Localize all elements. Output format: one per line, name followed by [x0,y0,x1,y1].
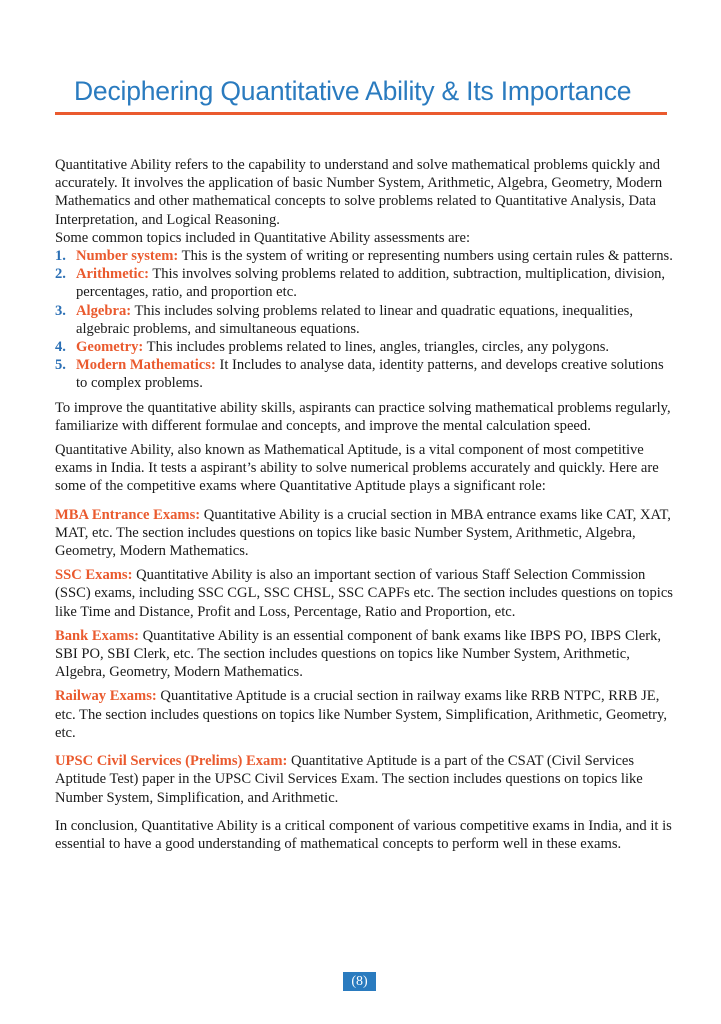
exam-text: Quantitative Ability is an essential component of bank exams like IBPS PO, IBPS Clerk, SBI PO, SBI Clerk, etc. The section includes questions on topics like Number System, Arithmetic, Algebra, Geometry, Modern Mathematics. [55,627,662,681]
exam-term: SSC Exams: [55,567,133,584]
topic-text: This includes solving problems related to linear and quadratic equations, inequalities, algebraic problems, and simultaneous equations. [76,302,633,337]
exam-text: Quantitative Ability is also an important section of various Staff Selection Commission (SSC) exams, including SSC CGL, SSC CHSL, SSC CAPFs etc. The section includes questions on topics like Time and Distance, Profit and Loss, Percentage, Ratio and Proportion, etc. [55,567,673,620]
exam-paragraph-mba [55,506,675,561]
exam-paragraph-upsc [55,752,675,807]
exam-paragraph-railway [55,687,675,742]
topic-text: It Includes to analyse data, identity patterns, and develops creative solutions to complex problems. [76,357,664,392]
topics-list [55,247,675,393]
topic-term: Number system: [76,248,179,265]
exam-paragraph-ssc [55,566,675,621]
exam-text: Quantitative Aptitude is a part of the CSAT (Civil Services Aptitude Test) paper in the UPSC Civil Services Exam. The section includes questions on topics like Number System, Simplification, and Arithmetic. [55,753,643,806]
list-item [55,247,675,265]
list-number: 2. [55,266,66,283]
improve-paragraph: To improve the quantitative ability skills, aspirants can practice solving mathematical problems regularly, familiarize with different formulae and concepts, and improve the mental calculation speed. [55,399,671,434]
title-underline [55,112,667,115]
exam-text: Quantitative Ability is a crucial section in MBA entrance exams like CAT, XAT, MAT, etc. The section includes questions on topics like basic Number System, Arithmetic, Algebra, Geometry, Modern Mathematics. [55,506,671,560]
list-number: 5. [55,357,66,374]
intro-paragraph: Quantitative Ability refers to the capability to understand and solve mathematical problems quickly and accurately. It involves the application of basic Number System, Arithmetic, Algebra, Geometry, Modern Mathematics and other mathematical concepts to solve problems related to Quantitative Analysis, Data Interpretation, and Logical Reasoning. [55,157,663,228]
topic-term: Algebra: [76,302,132,319]
page-number: (8) [343,972,376,991]
exam-term: Railway Exams: [55,688,157,705]
exam-paragraph-bank [55,627,675,682]
page-title: Deciphering Quantitative Ability & Its Importance [74,76,632,106]
list-item [55,356,675,392]
topic-term: Arithmetic: [76,266,149,283]
topic-text: This is the system of writing or representing numbers using certain rules & patterns. [178,248,673,265]
topic-text: This includes problems related to lines, angles, triangles, circles, any polygons. [143,339,610,356]
topic-term: Modern Mathematics: [76,357,216,374]
exam-term: Bank Exams: [55,627,139,644]
list-item [55,265,675,301]
list-number: 4. [55,339,66,356]
topics-intro: Some common topics included in Quantitative Ability assessments are: [55,229,471,246]
conclusion-paragraph: In conclusion, Quantitative Ability is a critical component of various competitive exams in India, and it is essential to have a good understanding of mathematical concepts to perform well in these exams. [55,817,672,852]
aptitude-paragraph: Quantitative Ability, also known as Mathematical Aptitude, is a vital component of most competitive exams in India. It tests a aspirant’s ability to solve numerical problems accurately and quickly. Here are some of the competitive exams where Quantitative Aptitude plays a significant role: [55,442,659,495]
topic-term: Geometry: [76,339,144,356]
exam-term: MBA Entrance Exams: [55,506,201,523]
exam-term: UPSC Civil Services (Prelims) Exam: [55,753,288,770]
list-item [55,338,675,356]
list-number: 1. [55,248,66,265]
topic-text: This involves solving problems related to addition, subtraction, multiplication, division, percentages, ratio, and proportion etc. [76,266,666,301]
list-item [55,302,675,338]
page-body [55,156,675,853]
exam-text: Quantitative Aptitude is a crucial section in railway exams like RRB NTPC, RRB JE, etc. The section includes questions on topics like Number System, Simplification, Arithmetic, Geometry, etc. [55,688,668,741]
list-number: 3. [55,302,66,319]
